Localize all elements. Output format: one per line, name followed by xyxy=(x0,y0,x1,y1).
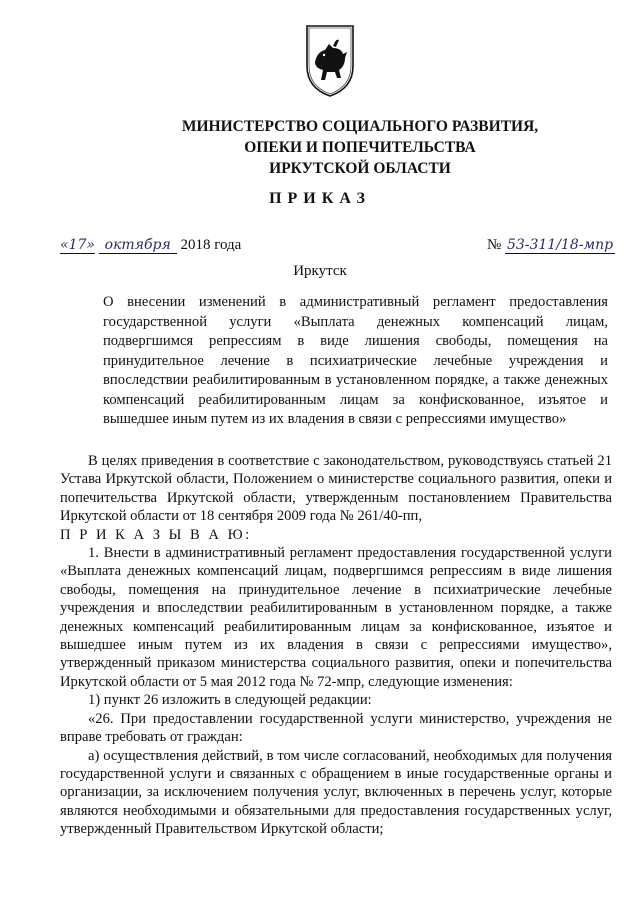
order-body xyxy=(60,452,612,839)
clause-a-paragraph: а) осуществления действий, в том числе согласований, необходимых для получения государственной услуги и связанных с обращением в иные государственные органы и организации, за исключением получения услуг, включенных в перечень услуг, которые являются необходимыми и обязательными для предоставления государственных услуг, утвержденный Правительством Иркутской области; xyxy=(60,747,612,838)
document-type-heading: ПРИКАЗ xyxy=(269,190,371,207)
subitem-1-paragraph: 1) пункт 26 изложить в следующей редакции: xyxy=(88,692,372,709)
order-title: О внесении изменений в административный регламент предоставления государственной услуги «Выплата денежных компенсаций лицам, подвергшимся репрессиям в виде лишения свободы, помещения на принудительное лечение в психиатрические лечебные учреждения и впоследствии реабилитированным в установленном порядке, а также денежных компенсаций реабилитированным лицам за конфискованное, изъятое и вышедшее иным путем из их владения в связи с репрессиями имущество» xyxy=(103,294,608,427)
order-number-value: 53-311/18-мпр xyxy=(506,237,614,253)
irkutsk-coat-of-arms-icon xyxy=(303,22,357,100)
item-1-paragraph: 1. Внести в административный регламент предоставления государственной услуги «Выплата денежных компенсаций лицам, подвергшимся репрессиям в виде лишения свободы, помещения на принудительное лечение в психиатрические лечебные учреждения и впоследствии реабилитированным в установленном порядке, а также денежных компенсаций реабилитированным лицам за конфискованное, изъятое и вышедшее иным путем из их владения в связи с репрессиями имущество», утвержденный приказом министерства социального развития, опеки и попечительства Иркутской области от 5 мая 2012 года № 72-мпр, следующие изменения: xyxy=(60,545,612,690)
order-date-month: октября xyxy=(99,237,177,254)
preamble-paragraph: В целях приведения в соответствие с законодательством, руководствуясь статьей 21 Устава Иркутской области, Положением о министерстве социального развития, опеки и попечительства Иркутской области, утвержденным постановлением Правительства Иркутской области от 18 сентября 2009 года № 261/40-пп, xyxy=(60,453,612,525)
order-number-prefix: № xyxy=(486,237,502,253)
order-date xyxy=(60,237,241,254)
order-word: П Р И К А З Ы В А Ю: xyxy=(60,526,252,543)
order-date-year: 2018 года xyxy=(180,237,242,253)
ministry-line-2: ОПЕКИ И ПОПЕЧИТЕЛЬСТВА xyxy=(244,139,476,156)
order-number xyxy=(487,237,615,254)
ministry-line-3: ИРКУТСКОЙ ОБЛАСТИ xyxy=(269,160,451,177)
city-name: Иркутск xyxy=(293,263,347,279)
order-date-day: «17» xyxy=(60,237,95,253)
clause-26-paragraph: «26. При предоставлении государственной услуги министерство, учреждения не вправе требовать от граждан: xyxy=(60,710,612,746)
date-number-line xyxy=(60,237,615,263)
ministry-line-1: МИНИСТЕРСТВО СОЦИАЛЬНОГО РАЗВИТИЯ, xyxy=(181,118,539,135)
coat-of-arms-emblem xyxy=(303,22,357,100)
ministry-name xyxy=(170,116,550,179)
